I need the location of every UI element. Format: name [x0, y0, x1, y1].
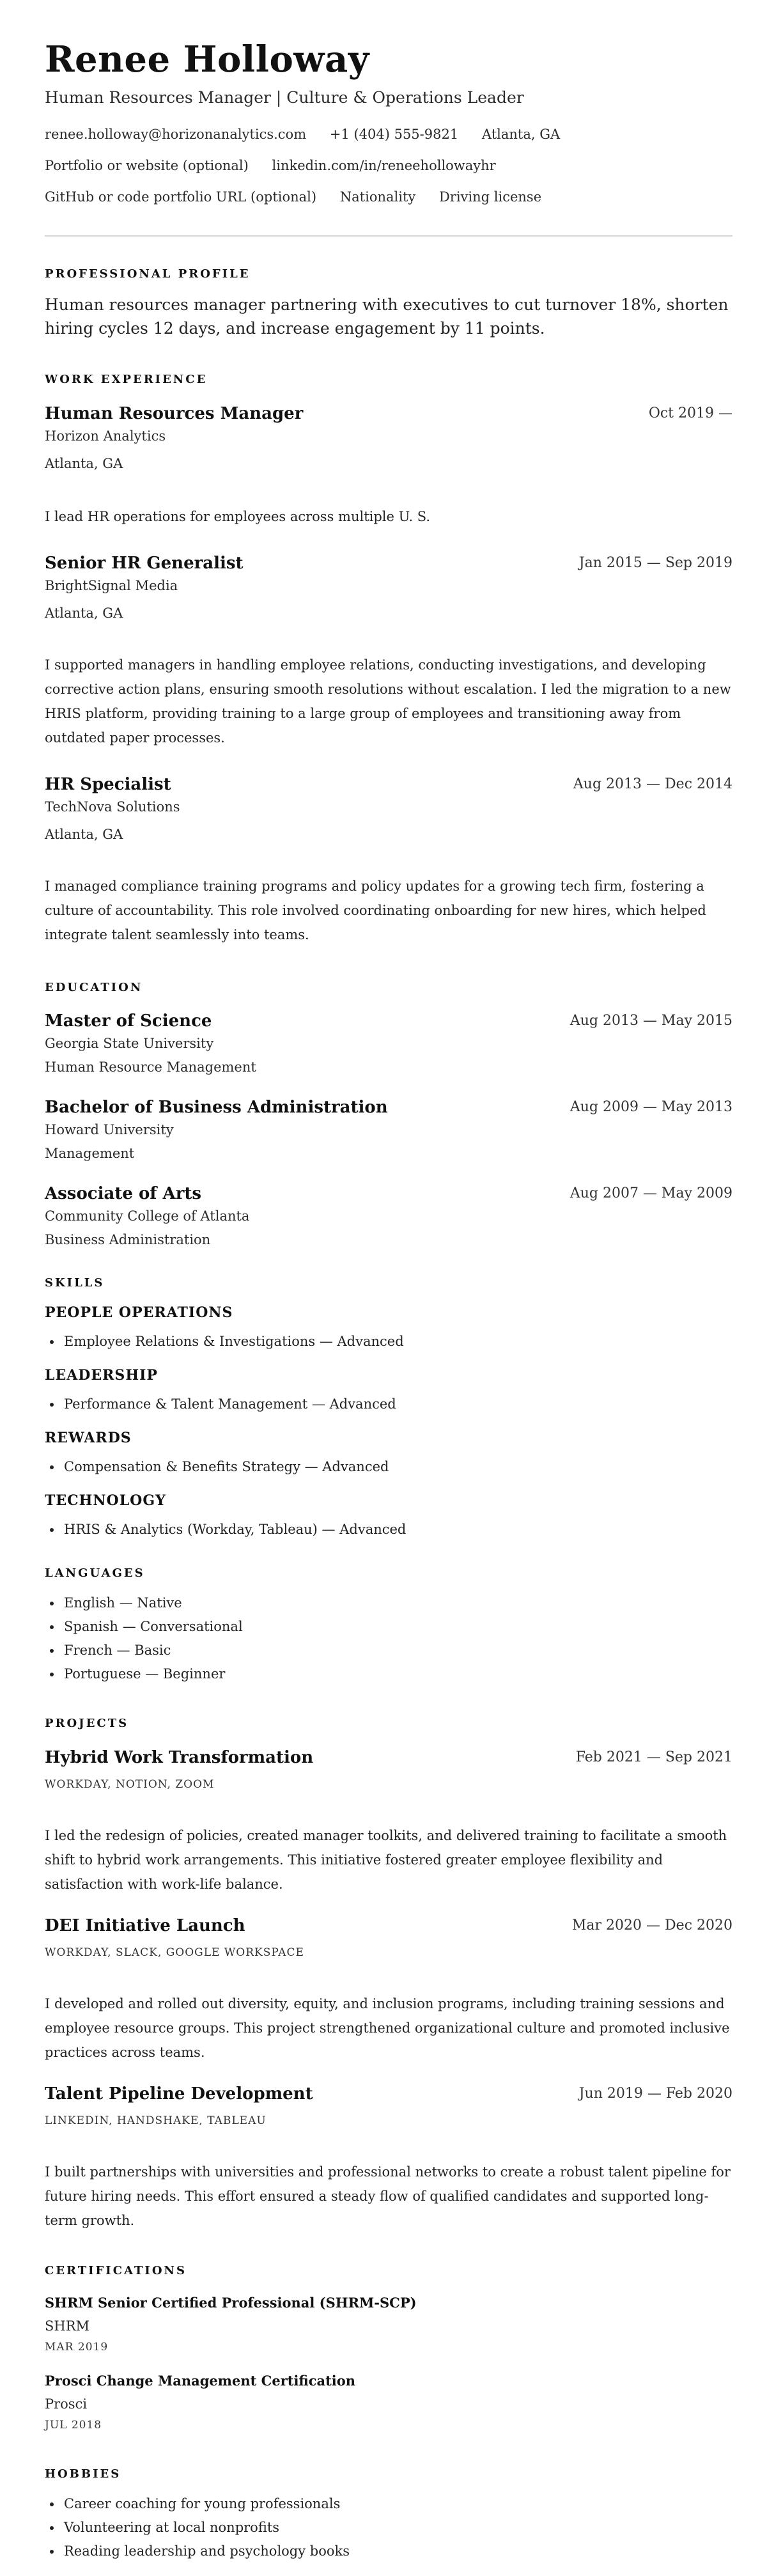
school-name: Howard University [45, 1122, 174, 1137]
language-item: English — Native [45, 1591, 243, 1615]
job-location: Atlanta, GA [45, 605, 123, 621]
project-name: Talent Pipeline Development [45, 2084, 313, 2104]
school-name: Georgia State University [45, 1036, 214, 1051]
degree-dates: Aug 2009 — May 2013 [569, 1099, 732, 1115]
skill-list [45, 1330, 404, 1354]
driving-license-text: Driving license [438, 189, 542, 205]
skill-category: REWARDS [45, 1430, 132, 1446]
phone-link[interactable]: +1 (404) 555-9821 [329, 127, 459, 142]
skill-item: HRIS & Analytics (Workday, Tableau) — Advanced [45, 1518, 406, 1542]
language-list [45, 1591, 243, 1686]
hobby-item: Career coaching for young professionals [45, 2492, 350, 2516]
field-of-study: Business Administration [45, 1232, 211, 1247]
contact-row-3 [45, 189, 561, 205]
degree-dates: Aug 2007 — May 2009 [569, 1185, 732, 1201]
contact-row-2 [45, 158, 515, 173]
nationality-text: Nationality [339, 189, 416, 205]
location-text: Atlanta, GA [481, 127, 561, 142]
experience-section-title: WORK EXPERIENCE [45, 373, 208, 386]
job-dates: Aug 2013 — Dec 2014 [573, 776, 732, 792]
skill-item: Compensation & Benefits Strategy — Advanced [45, 1455, 389, 1479]
project-tools: LINKEDIN, HANDSHAKE, TABLEAU [45, 2114, 267, 2127]
language-item: French — Basic [45, 1639, 243, 1662]
certifications-section-title: CERTIFICATIONS [45, 2264, 187, 2277]
project-name: Hybrid Work Transformation [45, 1748, 314, 1767]
job-role: Senior HR Generalist [45, 554, 244, 573]
skill-list [45, 1518, 406, 1542]
degree-dates: Aug 2013 — May 2015 [569, 1013, 732, 1029]
candidate-headline: Human Resources Manager | Culture & Operations Leader [45, 88, 524, 107]
skills-section-title: SKILLS [45, 1276, 105, 1290]
field-of-study: Management [45, 1146, 135, 1161]
certification-issuer: Prosci [45, 2396, 88, 2412]
skill-list [45, 1455, 389, 1479]
project-tools: WORKDAY, NOTION, ZOOM [45, 1778, 215, 1791]
project-dates: Mar 2020 — Dec 2020 [571, 1917, 732, 1933]
job-description: I supported managers in handling employee relations, conducting investigations, and developing corrective action plans, ensuring smooth resolutions without escalation. I led the migration to a new HRIS platform, providing training to a large group of employees and transitioning away from outdated paper processes. [45, 657, 731, 745]
certification-issuer: SHRM [45, 2318, 90, 2334]
language-item: Portuguese — Beginner [45, 1662, 243, 1686]
candidate-name: Renee Holloway [45, 38, 369, 81]
certification-name: SHRM Senior Certified Professional (SHRM-SCP) [45, 2295, 417, 2311]
profile-summary: Human resources manager partnering with executives to cut turnover 18%, shorten hiring cycles 12 days, and increase engagement by 11 points. [45, 295, 729, 338]
skill-item: Employee Relations & Investigations — Advanced [45, 1330, 404, 1354]
contact-row-1 [45, 127, 579, 142]
school-name: Community College of Atlanta [45, 1208, 250, 1224]
header-divider [45, 235, 732, 237]
skill-list [45, 1393, 396, 1416]
project-name: DEI Initiative Launch [45, 1916, 245, 1935]
degree-name: Master of Science [45, 1011, 212, 1031]
job-company: BrightSignal Media [45, 578, 178, 593]
job-location: Atlanta, GA [45, 827, 123, 842]
project-description: I built partnerships with universities and professional networks to create a robust talent pipeline for future hiring needs. This effort ensured a steady flow of qualified candidates and supported long-term growth. [45, 2164, 731, 2228]
certification-date: JUL 2018 [45, 2419, 102, 2432]
job-company: TechNova Solutions [45, 799, 180, 815]
project-description: I led the redesign of policies, created manager toolkits, and delivered training to facilitate a smooth shift to hybrid work arrangements. This initiative fostered greater employee flexibility and satisfaction with work-life balance. [45, 1828, 727, 1892]
portfolio-link[interactable]: Portfolio or website (optional) [45, 158, 249, 173]
degree-name: Bachelor of Business Administration [45, 1098, 388, 1117]
job-role: HR Specialist [45, 775, 171, 794]
linkedin-link[interactable]: linkedin.com/in/reneehollowayhr [272, 158, 496, 173]
project-tools: WORKDAY, SLACK, GOOGLE WORKSPACE [45, 1946, 304, 1959]
project-description: I developed and rolled out diversity, equity, and inclusion programs, including training sessions and employee resource groups. This project strengthened organizational culture and promoted inclusive practices across teams. [45, 1996, 730, 2060]
job-dates: Oct 2019 — [648, 405, 732, 421]
skill-item: Performance & Talent Management — Advanced [45, 1393, 396, 1416]
github-link[interactable]: GitHub or code portfolio URL (optional) [45, 189, 317, 205]
job-description: I lead HR operations for employees across multiple U. S. [45, 509, 431, 524]
project-dates: Jun 2019 — Feb 2020 [578, 2086, 732, 2102]
skill-category: PEOPLE OPERATIONS [45, 1304, 233, 1321]
job-description: I managed compliance training programs and policy updates for a growing tech firm, fostering a culture of accountability. This role involved coordinating onboarding for new hires, which helped integrate talent seamlessly into teams. [45, 878, 706, 942]
project-dates: Feb 2021 — Sep 2021 [575, 1749, 732, 1765]
hobby-item: Reading leadership and psychology books [45, 2540, 350, 2563]
profile-section-title: PROFESSIONAL PROFILE [45, 267, 251, 281]
skill-category: TECHNOLOGY [45, 1492, 166, 1509]
email-link[interactable]: renee.holloway@horizonanalytics.com [45, 127, 307, 142]
job-dates: Jan 2015 — Sep 2019 [578, 555, 732, 571]
education-section-title: EDUCATION [45, 981, 143, 994]
job-role: Human Resources Manager [45, 404, 304, 423]
certification-name: Prosci Change Management Certification [45, 2373, 356, 2389]
language-item: Spanish — Conversational [45, 1615, 243, 1639]
languages-section-title: LANGUAGES [45, 1566, 145, 1580]
hobby-item: Volunteering at local nonprofits [45, 2516, 350, 2540]
job-location: Atlanta, GA [45, 456, 123, 471]
projects-section-title: PROJECTS [45, 1717, 129, 1730]
certification-date: MAR 2019 [45, 2341, 109, 2354]
degree-name: Associate of Arts [45, 1184, 202, 1203]
field-of-study: Human Resource Management [45, 1059, 256, 1075]
hobby-list [45, 2492, 350, 2563]
skill-category: LEADERSHIP [45, 1367, 158, 1384]
job-company: Horizon Analytics [45, 428, 166, 444]
hobbies-section-title: HOBBIES [45, 2467, 121, 2481]
